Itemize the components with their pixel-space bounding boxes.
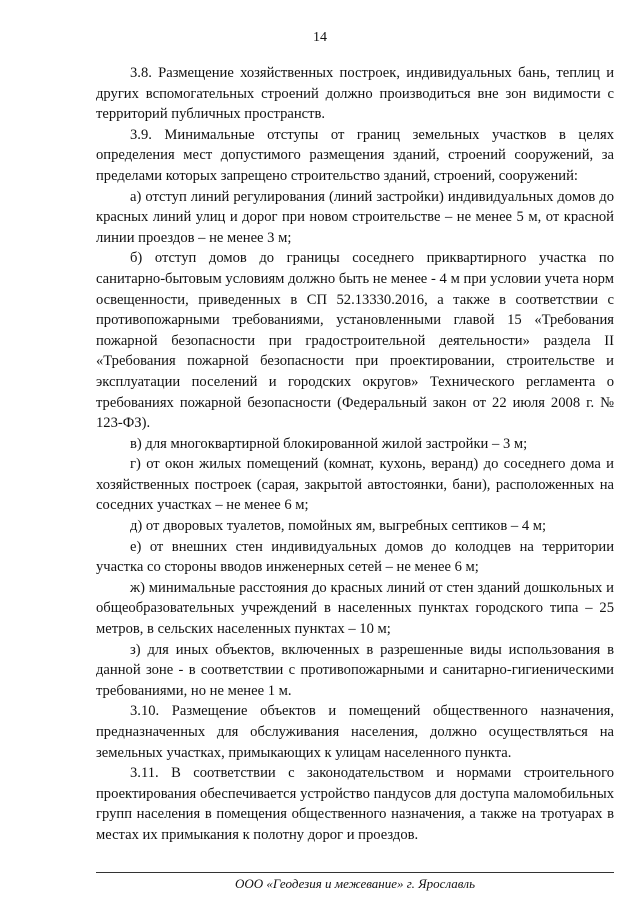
list-item-z: з) для иных объектов, включенных в разрешенные виды использования в данной зоне - в соответствии с противопожарными и санитарно-гигиеническими требованиями, но не менее 1 м. <box>96 641 614 699</box>
list-item-d: д) от дворовых туалетов, помойных ям, выгребных септиков – 4 м; <box>130 518 547 535</box>
page-number: 14 <box>313 30 327 45</box>
paragraph-3-8: 3.8. Размещение хозяйственных построек, индивидуальных бань, теплиц и других вспомогательных строений должно производиться вне зон видимости с территорий публичных пространств. <box>96 65 614 123</box>
paragraph-3-9: 3.9. Минимальные отступы от границ земельных участков в целях определения мест допустимого размещения зданий, строений сооружений, за пределами которых запрещено строительство зданий, строений, сооружений: <box>96 126 614 184</box>
list-item-e: е) от внешних стен индивидуальных домов до колодцев на территории участка со стороны вводов инженерных сетей – не менее 6 м; <box>96 538 614 576</box>
list-item-a: а) отступ линий регулирования (линий застройки) индивидуальных домов до красных линий улиц и дорог при новом строительстве – не менее 5 м, от красной линии проездов – не менее 3 м; <box>96 188 614 246</box>
list-item-zh: ж) минимальные расстояния до красных линий от стен зданий дошкольных и общеобразовательных учреждений в населенных пунктах городского типа – 25 метров, в сельских населенных пунктах – 10 м; <box>96 579 614 638</box>
page-footer: ООО «Геодезия и межевание» г. Ярославль <box>234 876 476 891</box>
list-item-g: г) от окон жилых помещений (комнат, кухонь, веранд) до соседнего дома и хозяйственных построек (сарая, закрытой автостоянки, бани), расположенных на соседних участках – не менее 6 м; <box>96 456 614 514</box>
list-item-v: в) для многоквартирной блокированной жилой застройки – 3 м; <box>130 435 528 452</box>
document-body <box>96 63 614 846</box>
paragraph-3-11: 3.11. В соответствии с законодательством и нормами строительного проектирования обеспечивается устройство пандусов для доступа маломобильных групп населения в помещения общественного назначения, а также на тротуарах в местах их примыкания к полотну дорог и проездов. <box>96 765 614 843</box>
list-item-b: б) отступ домов до границы соседнего приквартирного участка по санитарно-бытовым условиям должно быть не менее - 4 м при условии учета норм освещенности, приведенных в СП 52.13330.2016, а также в соответствии с противопожарными требованиями, установленными главой 15 «Требования пожарной безопасности при градостроительной деятельности» раздела II «Требования пожарной безопасности при проектировании, строительстве и эксплуатации поселений и городских округов» Технического регламента о требованиях пожарной безопасности (Федеральный закон от 22 июля 2008 г. № 123-ФЗ). <box>96 250 614 432</box>
paragraph-3-10: 3.10. Размещение объектов и помещений общественного назначения, предназначенных для обслуживания населения, должно осуществляться на земельных участках, примыкающих к улицам населенного пункта. <box>96 703 614 761</box>
footer-divider <box>96 872 614 873</box>
